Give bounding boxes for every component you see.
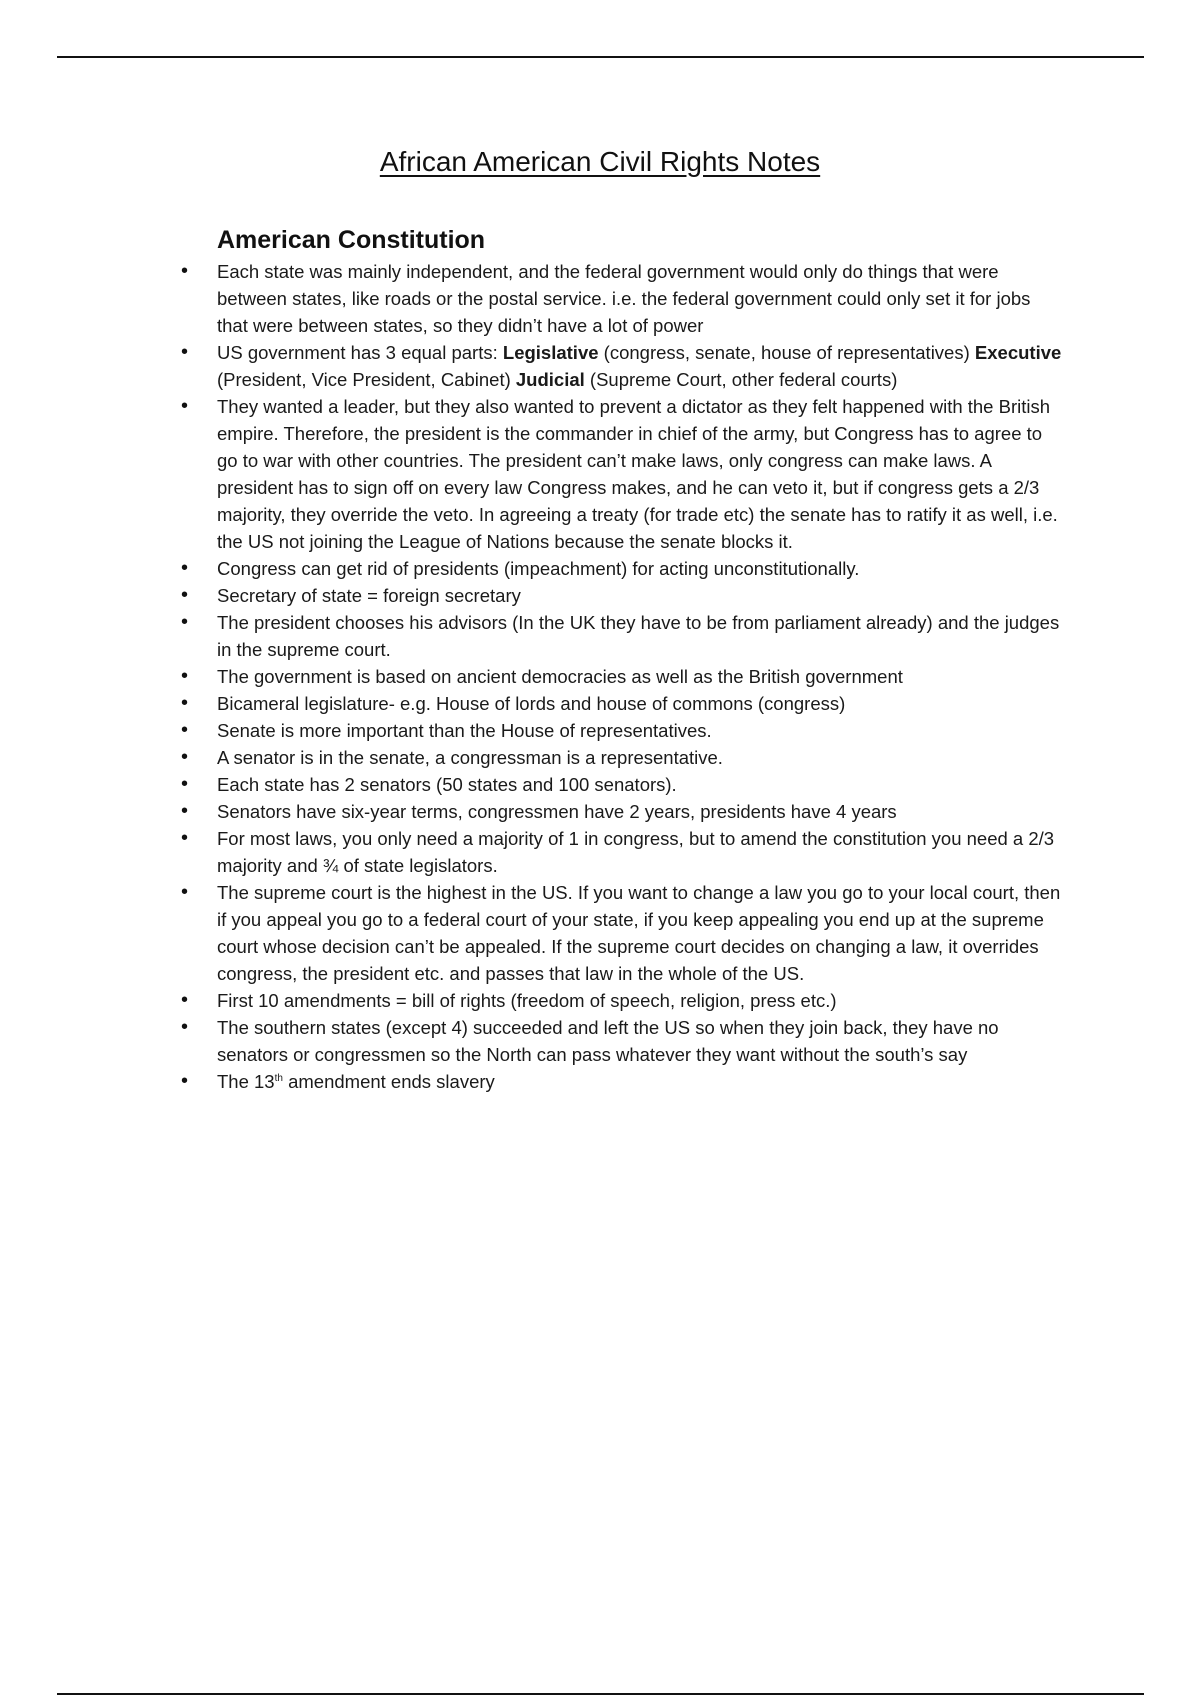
list-item-text: The supreme court is the highest in the US. If you want to change a law you go to your local court, then if you appeal you go to a federal court of your state, if you keep appealing you end up at the supreme court whose decision can’t be appealed. If the supreme court decides on changing a law, it overrides congress, the president etc. and passes that law in the whole of the US. (217, 882, 1061, 984)
notes-list (217, 258, 1062, 1095)
footer-rule (57, 1693, 1144, 1695)
list-item-text: A senator is in the senate, a congressman is a representative. (217, 747, 723, 768)
list-item (217, 717, 1062, 744)
list-item (217, 771, 1062, 798)
list-item-text: The president chooses his advisors (In the UK they have to be from parliament already) and the judges in the supreme court. (217, 612, 1060, 660)
list-item-text: Senate is more important than the House of representatives. (217, 720, 712, 741)
term-executive: Executive (974, 342, 1062, 363)
term-judicial: Judicial (515, 369, 585, 390)
list-item-text: (Supreme Court, other federal courts) (584, 369, 898, 390)
list-item-text: They wanted a leader, but they also wanted to prevent a dictator as they felt happened with the British empire. Therefore, the president is the commander in chief of the army, but Congress has to agree to go to war with other countries. The president can’t make laws, only congress can make laws. A president has to sign off on every law Congress makes, and he can veto it, but if congress gets a 2/3 majority, they override the veto. In agreeing a treaty (for trade etc) the senate has to ratify it as well, i.e. the US not joining the League of Nations because the senate blocks it. (217, 396, 1058, 552)
list-item (217, 1014, 1062, 1068)
list-item (217, 393, 1062, 555)
list-item-text: Congress can get rid of presidents (impeachment) for acting unconstitutionally. (217, 558, 860, 579)
list-item-text: The southern states (except 4) succeeded and left the US so when they join back, they have no senators or congressmen so the North can pass whatever they want without the south’s say (217, 1017, 999, 1065)
list-item-text: The 13 (217, 1071, 275, 1092)
list-item (217, 690, 1062, 717)
list-item (217, 339, 1062, 393)
list-item (217, 798, 1062, 825)
header-rule (57, 56, 1144, 58)
list-item-text: Each state has 2 senators (50 states and 100 senators). (217, 774, 677, 795)
document-title: African American Civil Rights Notes (379, 146, 821, 177)
list-item-text: (President, Vice President, Cabinet) (217, 369, 516, 390)
list-item (217, 1068, 1062, 1095)
term-legislative: Legislative (502, 342, 599, 363)
list-item-text: The government is based on ancient democracies as well as the British government (217, 666, 903, 687)
list-item-text: Secretary of state = foreign secretary (217, 585, 521, 606)
list-item (217, 582, 1062, 609)
list-item-text: (congress, senate, house of representatives) (598, 342, 975, 363)
superscript-ordinal: th (274, 1072, 283, 1084)
list-item-text: First 10 amendments = bill of rights (freedom of speech, religion, press etc.) (217, 990, 837, 1011)
list-item-text: amendment ends slavery (282, 1071, 495, 1092)
list-item (217, 825, 1062, 879)
section-heading: American Constitution (217, 226, 486, 254)
list-item-text: For most laws, you only need a majority of 1 in congress, but to amend the constitution you need a 2/3 majority and ¾ of state legislators. (217, 828, 1055, 876)
list-item (217, 555, 1062, 582)
list-item-text: US government has 3 equal parts: (217, 342, 503, 363)
list-item (217, 879, 1062, 987)
list-item-text: Each state was mainly independent, and the federal government would only do things that were between states, like roads or the postal service. i.e. the federal government could only set it for jobs that were between states, so they didn’t have a lot of power (217, 261, 1031, 336)
list-item (217, 744, 1062, 771)
list-item (217, 663, 1062, 690)
list-item (217, 258, 1062, 339)
list-item-text: Senators have six-year terms, congressmen have 2 years, presidents have 4 years (217, 801, 897, 822)
list-item-text: Bicameral legislature- e.g. House of lords and house of commons (congress) (217, 693, 846, 714)
list-item (217, 609, 1062, 663)
list-item (217, 987, 1062, 1014)
